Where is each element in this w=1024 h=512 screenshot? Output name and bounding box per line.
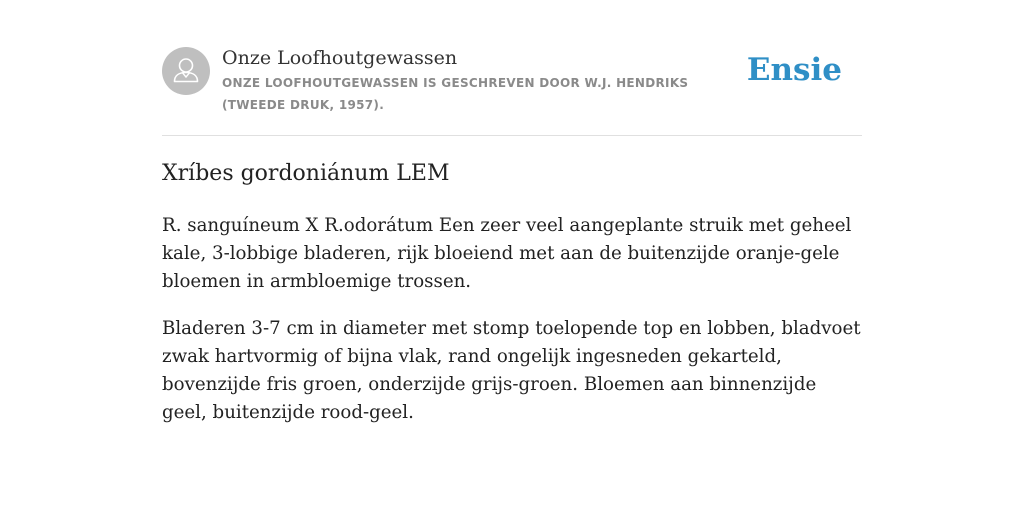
brand-logo[interactable]: Ensie [746, 52, 842, 88]
source-description: ONZE LOOFHOUTGEWASSEN IS GESCHREVEN DOOR W.J. HENDRIKS (TWEEDE DRUK, 1957). [222, 76, 689, 112]
avatar [162, 47, 210, 95]
entry-paragraph: Bladeren 3-7 cm in diameter met stomp toelopende top en lobben, bladvoet zwak hartvormig of bijna vlak, rand ongelijk ingesneden gekarteld, bovenzijde fris groen, onderzijde grijs-groen. Bloemen aan binnenzijde geel, buitenzijde rood-geel. [162, 318, 861, 423]
source-header [162, 46, 862, 136]
entry-body [162, 212, 862, 446]
source-title[interactable]: Onze Loofhoutgewassen [222, 47, 458, 69]
divider [162, 135, 862, 136]
entry-title: Xríbes gordoniánum LEM [162, 161, 450, 186]
entry-paragraph: R. sanguíneum X R.odorátum Een zeer veel aangeplante struik met geheel kale, 3-lobbige bladeren, rijk bloeiend met aan de buitenzijde oranje-gele bloemen in armbloemige trossen. [162, 215, 852, 292]
user-icon [162, 47, 210, 95]
